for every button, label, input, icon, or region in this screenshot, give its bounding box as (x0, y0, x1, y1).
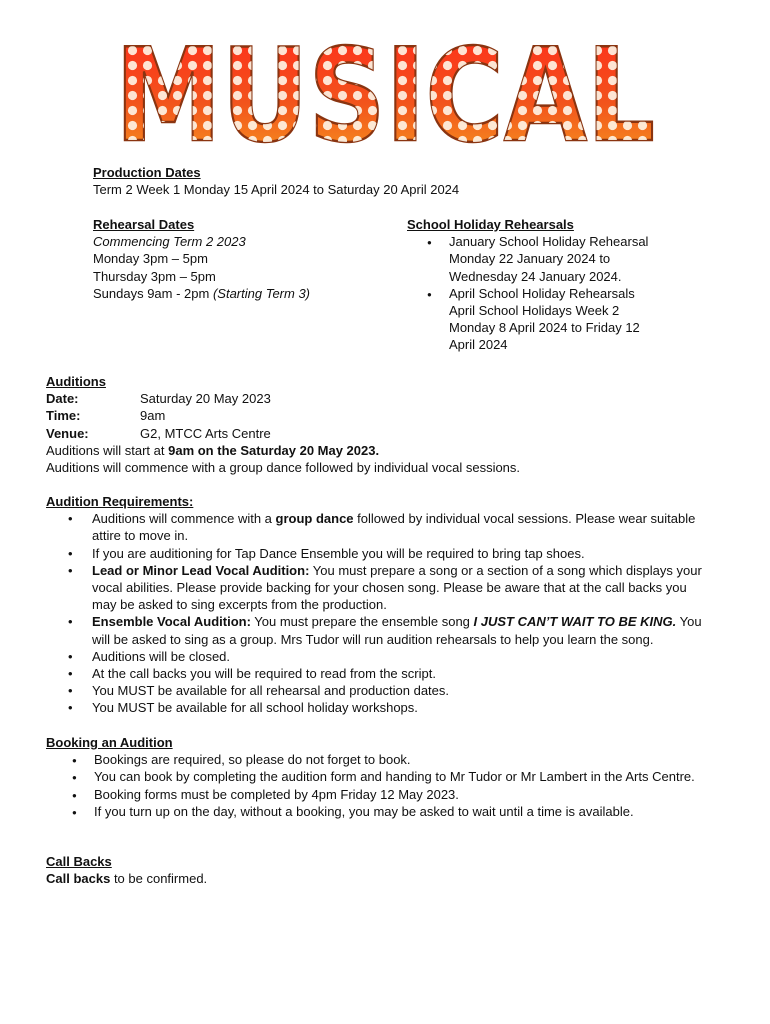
requirement-item: • Auditions will be closed. (46, 648, 706, 665)
venue-value: G2, MTCC Arts Centre (140, 425, 271, 441)
callbacks-line (46, 870, 706, 887)
venue-label: Venue: (46, 425, 89, 441)
audition-start-line (46, 442, 746, 459)
rehearsal-heading: Rehearsal Dates (93, 217, 195, 232)
requirements-heading: Audition Requirements: (46, 494, 194, 509)
audition-venue-row (46, 425, 746, 442)
booking-section (46, 734, 716, 820)
holiday-line: April School Holidays Week 2 (449, 303, 620, 319)
holiday-line: Monday 22 January 2024 to (449, 251, 611, 267)
date-label: Date: (46, 391, 79, 407)
requirements-section (46, 493, 706, 717)
logo-word: MUSICAL (115, 28, 655, 156)
musical-logo (110, 28, 660, 156)
date-value: Saturday 20 May 2023 (140, 391, 271, 407)
holiday-line: ● April School Holiday Rehearsals (449, 285, 635, 301)
requirement-item: • Lead or Minor Lead Vocal Audition: You must prepare a song or a section of a song which displays your vocal abilities. Please provide backing for your chosen song. Please be aware that at the call backs you may be asked to sing excerpts from the production. (46, 562, 706, 614)
requirement-item: • Auditions will commence with a group dance followed by individual vocal sessions. Please wear suitable attire to move in. (46, 510, 706, 544)
start-bold: 9am on the Saturday 20 May 2023. (168, 442, 380, 458)
callbacks-bold: Call backs (46, 871, 111, 887)
requirement-item: • Ensemble Vocal Audition: You must prepare the ensemble song I JUST CAN’T WAIT TO BE KING. You will be asked to sing as a group. Mrs Tudor will run audition rehearsals to help you learn the song. (46, 613, 706, 647)
logo-bulbs: MUSICAL (115, 28, 655, 156)
booking-item: ● Bookings are required, so please do not forget to book. (46, 751, 716, 768)
production-heading: Production Dates (93, 165, 201, 180)
sundays-time: Sundays 9am - 2pm (93, 285, 213, 301)
auditions-heading: Auditions (46, 374, 106, 389)
audition-date-row (46, 390, 746, 407)
time-label: Time: (46, 408, 81, 424)
booking-heading: Booking an Audition (46, 735, 173, 750)
start-text: Auditions will start at (46, 442, 169, 458)
holiday-line: ● January School Holiday Rehearsal (449, 234, 649, 250)
callbacks-text: to be confirmed. (110, 871, 208, 887)
rehearsal-section (93, 216, 310, 302)
rehearsal-thursday: Thursday 3pm – 5pm (93, 268, 216, 284)
requirement-item: • You MUST be available for all school holiday workshops. (46, 699, 706, 716)
booking-item: ● Booking forms must be completed by 4pm Friday 12 May 2023. (46, 786, 716, 803)
requirement-item: • At the call backs you will be required to read from the script. (46, 665, 706, 682)
production-section (93, 164, 459, 198)
rehearsal-monday: Monday 3pm – 5pm (93, 251, 208, 267)
time-value: 9am (140, 408, 166, 424)
audition-time-row (46, 407, 746, 424)
holiday-line: Wednesday 24 January 2024. (449, 268, 622, 284)
requirement-item: • If you are auditioning for Tap Dance Ensemble you will be required to bring tap shoes. (46, 545, 706, 562)
holiday-line: Monday 8 April 2024 to Friday 12 (449, 320, 640, 336)
booking-item: ● If you turn up on the day, without a booking, you may be asked to wait until a time is available. (46, 803, 716, 820)
production-line: Term 2 Week 1 Monday 15 April 2024 to Saturday 20 April 2024 (93, 182, 460, 198)
booking-item: ● You can book by completing the audition form and handing to Mr Tudor or Mr Lambert in the Arts Centre. (46, 768, 716, 785)
holiday-item-january (403, 233, 707, 285)
callbacks-heading: Call Backs (46, 854, 112, 869)
holiday-heading: School Holiday Rehearsals (407, 217, 574, 232)
auditions-section (46, 373, 746, 476)
sundays-note: (Starting Term 3) (212, 285, 311, 301)
audition-commence-line: Auditions will commence with a group dance followed by individual vocal sessions. (46, 460, 521, 476)
rehearsal-sundays (93, 285, 310, 302)
holiday-line: April 2024 (449, 337, 508, 353)
rehearsal-commencing: Commencing Term 2 2023 (93, 234, 246, 250)
holiday-section (407, 216, 707, 354)
holiday-item-april (403, 285, 707, 354)
callbacks-section (46, 853, 706, 887)
requirement-item: • You MUST be available for all rehearsal and production dates. (46, 682, 706, 699)
